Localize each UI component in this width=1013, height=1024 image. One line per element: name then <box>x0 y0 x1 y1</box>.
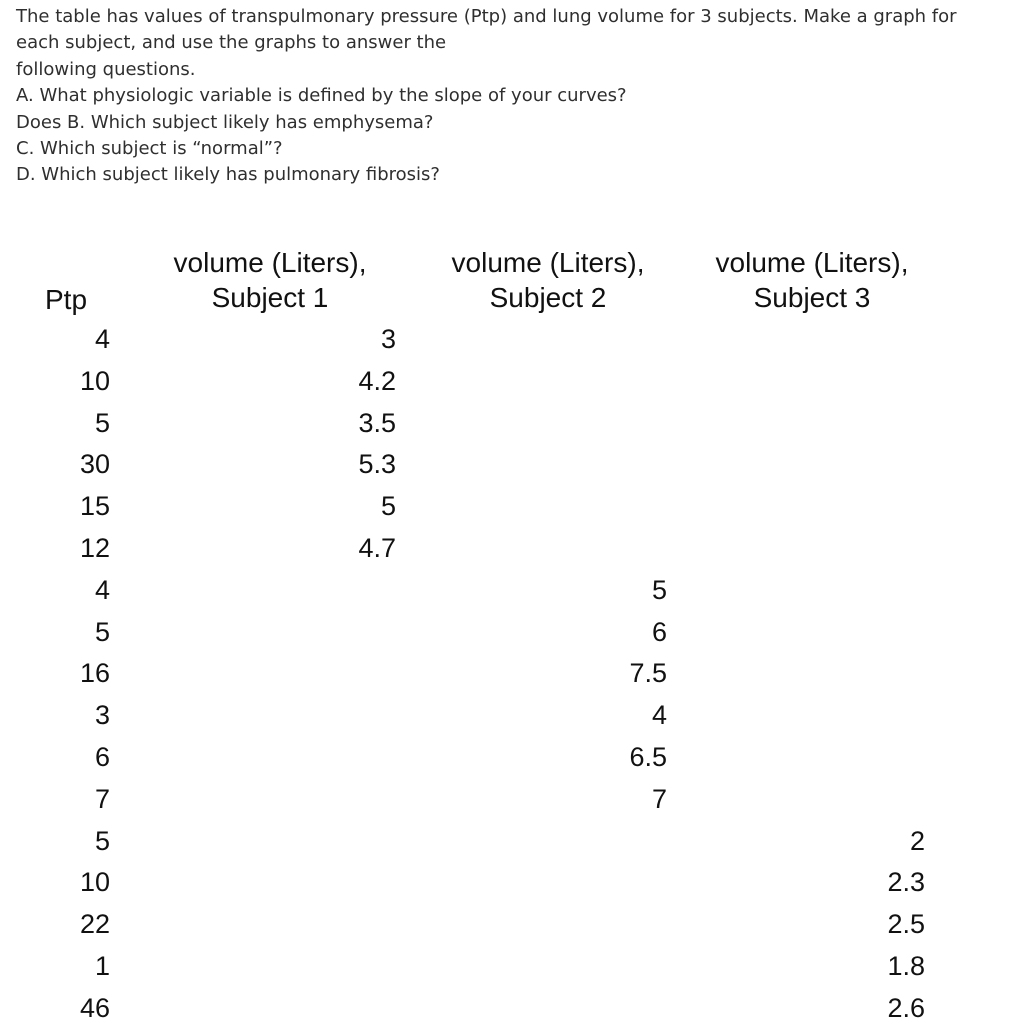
subject-2-volume-cell: 6 <box>651 616 667 647</box>
question-line: each subject, and use the graphs to answer the <box>16 32 447 54</box>
subject-3-volume-cell: 2.6 <box>887 992 925 1023</box>
ptp-cell: 7 <box>94 783 110 814</box>
ptp-cell: 1 <box>94 951 110 981</box>
ptp-cell: 16 <box>79 658 110 689</box>
ptp-cell: 5 <box>94 825 110 856</box>
subject-2-volume-cell: 4 <box>651 700 667 731</box>
subject-2-volume-cell: 6.5 <box>629 742 667 772</box>
ptp-cell: 4 <box>94 574 110 605</box>
ptp-cell: 3 <box>94 700 110 731</box>
ptp-cell: 15 <box>79 491 110 522</box>
ptp-cell: 30 <box>79 449 110 480</box>
ptp-cell: 46 <box>79 992 110 1023</box>
ptp-cell: 6 <box>94 742 110 772</box>
subject-3-volume-cell: 2.3 <box>887 867 925 898</box>
subject-2-volume-cell: 7.5 <box>629 658 667 689</box>
ptp-cell: 5 <box>94 407 110 438</box>
question-d: D. Which subject likely has pulmonary fibrosis? <box>16 164 440 186</box>
subject-1-volume-cell: 3 <box>380 324 396 354</box>
subject-1-volume-cell: 4.7 <box>358 533 396 563</box>
ptp-cell: 10 <box>79 867 110 898</box>
ptp-cell: 12 <box>79 533 110 563</box>
question-b: Does B. Which subject likely has emphysema? <box>16 111 434 133</box>
header-ptp: Ptp <box>44 284 88 315</box>
subject-3-volume-cell: 2 <box>909 825 925 856</box>
subject-3-volume-cell: 1.8 <box>887 951 925 981</box>
header-subject-1: volume (Liters), Subject 1 <box>173 247 367 313</box>
subject-2-volume-cell: 7 <box>651 783 667 814</box>
subject-1-volume-cell: 3.5 <box>358 407 396 438</box>
ptp-cell: 5 <box>94 616 110 647</box>
subject-1-volume-cell: 5 <box>380 491 396 522</box>
header-subject-2: volume (Liters), Subject 2 <box>451 247 645 313</box>
question-c: C. Which subject is “normal”? <box>16 138 283 160</box>
subject-2-volume-cell: 5 <box>651 574 667 605</box>
ptp-cell: 22 <box>79 909 110 940</box>
header-subject-3: volume (Liters), Subject 3 <box>715 247 909 313</box>
question-line: following questions. <box>16 58 196 80</box>
subject-1-volume-cell: 4.2 <box>358 365 396 396</box>
subject-1-volume-cell: 5.3 <box>358 449 396 480</box>
ptp-cell: 10 <box>79 365 110 396</box>
question-line: The table has values of transpulmonary pressure (Ptp) and lung volume for 3 subjects. Make a graph for <box>16 6 957 27</box>
subject-3-volume-cell: 2.5 <box>887 909 925 940</box>
question-a: A. What physiologic variable is defined by the slope of your curves? <box>16 85 627 107</box>
ptp-cell: 4 <box>94 324 110 354</box>
